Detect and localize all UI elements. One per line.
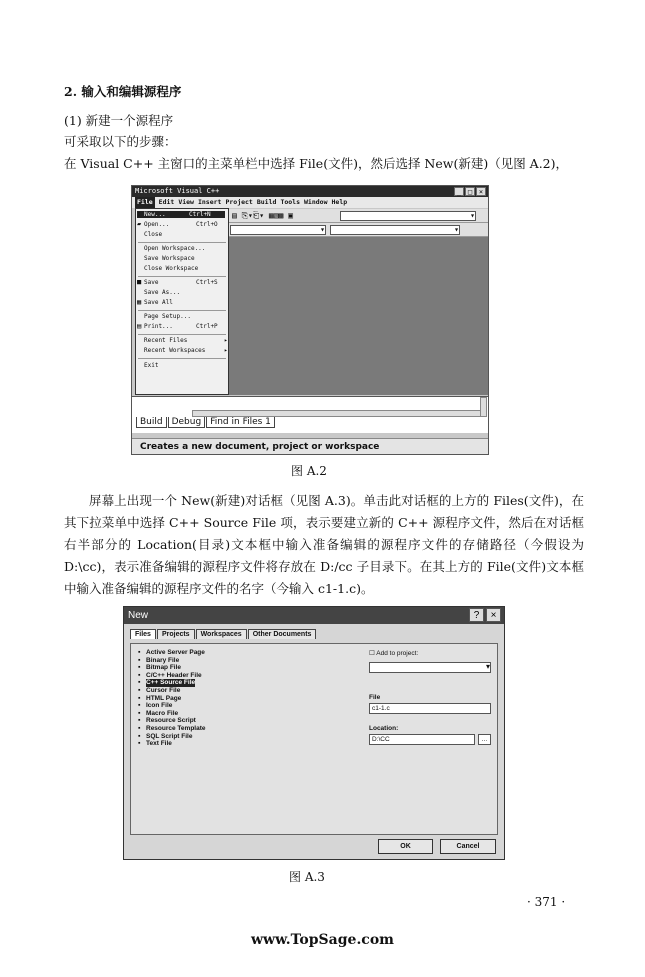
save-all-icon: ▦ [137,298,142,306]
new-dialog-figure [123,606,505,860]
intro-line: 在 Visual C++ 主窗口的主菜单栏中选择 File(文件)，然后选择 New(新建)（见图 A.2)， [64,156,569,171]
list-item[interactable]: ▪ Text File [138,740,205,748]
tab-other-documents[interactable]: Other Documents [248,629,317,639]
toolbar-icons[interactable]: ▤ ⎘▾⎗▾ ▦▧▩ ▣ [232,211,293,220]
print-shortcut: Ctrl+P [196,323,218,330]
save-shortcut: Ctrl+S [196,279,218,286]
list-item[interactable]: ▪ Icon File [138,702,205,710]
add-to-project-label: Add to project: [376,650,419,657]
tab-files[interactable]: Files [130,629,156,639]
menu-insert[interactable]: Insert [197,198,222,206]
tab-find-in-files[interactable]: Find in Files 1 [206,417,275,428]
close-button[interactable]: × [476,187,486,196]
add-to-project-checkbox[interactable]: ☐ Add to project: [369,650,419,657]
tab-debug[interactable]: Debug [168,417,206,428]
list-item[interactable]: ▪ Active Server Page [138,649,205,657]
open-label: Open... [144,221,170,228]
menu-separator [138,334,226,335]
new-shortcut: Ctrl+N [189,211,211,218]
open-shortcut: Ctrl+O [196,221,218,228]
list-item[interactable]: ▪ Resource Template [138,725,205,733]
find-combo[interactable] [340,211,476,221]
output-hscrollbar[interactable] [192,410,482,417]
recent-files-label: Recent Files [144,337,188,344]
menu-item-recent-files[interactable] [144,337,228,344]
section-heading: 2. 输入和编辑源程序 [64,84,182,99]
status-bar: Creates a new document, project or workspace [132,438,488,454]
help-button[interactable]: ? [469,608,484,622]
menu-build[interactable]: Build [256,198,277,206]
list-item[interactable]: ▪ HTML Page [138,695,205,703]
tab-workspaces[interactable]: Workspaces [196,629,247,639]
standard-toolbar [228,209,488,223]
list-item[interactable]: ▪ Bitmap File [138,664,205,672]
cancel-button[interactable]: Cancel [440,839,496,854]
footer-url: www.TopSage.com [251,932,394,948]
menu-window[interactable]: Window [304,198,328,206]
dialog-close-button[interactable]: × [486,608,501,622]
submenu-arrow-icon: ▸ [224,347,228,354]
main-menubar [132,197,488,208]
menu-item-save-all[interactable]: Save All [144,299,173,306]
recent-ws-label: Recent Workspaces [144,347,206,354]
open-folder-icon: ▰ [137,220,142,228]
menu-item-new[interactable] [137,211,225,218]
menu-separator [138,242,226,243]
tab-projects[interactable]: Projects [157,629,195,639]
list-item[interactable]: ▪ C/C++ Header File [138,672,205,680]
tab-build[interactable]: Build [136,417,167,428]
menu-separator [138,276,226,277]
class-combo[interactable] [230,225,326,235]
menu-item-close[interactable]: Close [144,231,163,238]
file-type-list [138,649,205,748]
minimize-button[interactable]: _ [454,187,464,196]
menu-item-page-setup[interactable]: Page Setup... [144,313,191,320]
menu-item-print[interactable] [144,323,218,330]
menu-project[interactable]: Project [225,198,253,206]
body-paragraph: 屏幕上出现一个 New(新建)对话框（见图 A.3)。单击此对话框的上方的 Files(文件)，在其下拉菜单中选择 C++ Source File 项，表示要建立新的 C++ 源程序文件，然后在对话框右半部分的 Location(目录)文本框中输入准备编辑的源程序文件的存储路径（今假设为 D:\cc)，表示准备编辑的源程序文件将存放在 D:/cc 子目录下。在其上方的 File(文件)文本框中输入准备编辑的源程序文件的名字（今输入 c1-1.c)。 [64,493,584,596]
menu-item-close-workspace[interactable]: Close Workspace [144,265,199,272]
files-tab-panel [130,643,498,835]
list-item[interactable]: ▪ Cursor File [138,687,205,695]
window-titlebar [132,186,488,197]
menu-item-recent-workspaces[interactable] [144,347,228,354]
print-label: Print... [144,323,173,330]
list-item[interactable]: ▪ Resource Script [138,717,205,725]
printer-icon: ▤ [137,322,142,330]
ok-button[interactable]: OK [378,839,433,854]
wizard-toolbar [228,223,488,237]
members-combo[interactable] [330,225,460,235]
menu-item-save-workspace[interactable]: Save Workspace [144,255,195,262]
list-item[interactable]: ▪ SQL Script File [138,733,205,741]
page-number: · 371 · [527,895,566,909]
selected-file-type[interactable]: C++ Source File [146,679,196,687]
menu-tools[interactable]: Tools [280,198,301,206]
list-item[interactable]: ▪ Macro File [138,710,205,718]
menu-view[interactable]: View [178,198,194,206]
menu-item-save-as[interactable]: Save As... [144,289,181,296]
menu-separator [138,358,226,359]
menu-item-save[interactable] [144,279,218,286]
location-label: Location: [369,725,399,732]
dialog-tabs [130,629,317,639]
file-menu-dropdown [135,208,229,395]
menu-item-open-workspace[interactable]: Open Workspace... [144,245,206,252]
list-item-selected [138,679,205,687]
menu-item-exit[interactable]: Exit [144,362,159,369]
output-vscrollbar[interactable] [480,397,487,417]
sub-heading: (1) 新建一个源程序 [64,113,174,128]
save-label: Save [144,279,159,286]
figure-caption-a3: 图 A.3 [289,870,325,884]
list-item[interactable]: ▪ Binary File [138,657,205,665]
submenu-arrow-icon: ▸ [224,337,228,344]
vc-main-window-figure [131,185,489,455]
new-file-icon: ▯ [137,210,142,218]
dialog-titlebar [124,607,504,624]
menu-help[interactable]: Help [331,198,348,206]
file-name-input[interactable]: c1-1.c [369,703,491,714]
editor-area [228,237,488,395]
dialog-title: New [128,610,149,621]
output-tabs [136,417,276,427]
location-input[interactable]: D:\CC [369,734,475,745]
menu-edit[interactable]: Edit [158,198,175,206]
figure-caption-a2: 图 A.2 [291,464,327,478]
browse-button[interactable]: ... [478,734,491,745]
new-label: New... [144,211,166,218]
project-combo[interactable] [369,662,491,673]
file-label: File [369,694,381,701]
maximize-button[interactable]: □ [465,187,475,196]
menu-item-open[interactable] [144,221,218,228]
save-disk-icon: ■ [137,278,142,286]
steps-line: 可采取以下的步骤： [64,134,177,149]
window-title: Microsoft Visual C++ [135,187,220,195]
menu-separator [138,310,226,311]
menu-file[interactable]: File [137,198,153,206]
